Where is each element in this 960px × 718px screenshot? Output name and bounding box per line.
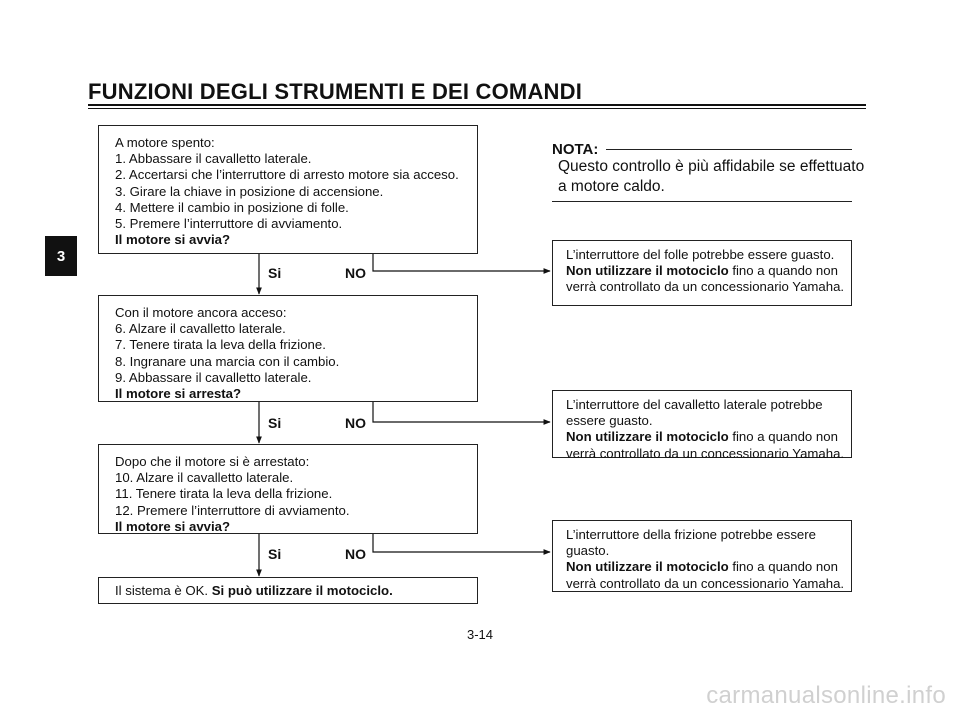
fault-box-3 [552, 520, 852, 592]
step-line: 10. Alzare il cavalletto laterale. [115, 470, 294, 486]
step-box-3 [98, 444, 478, 534]
step-question: Il motore si avvia? [115, 518, 231, 534]
step-line: 3. Girare la chiave in posizione di accensione. [115, 183, 384, 199]
yes-label: Si [268, 546, 282, 562]
step-line: A motore spento: [115, 135, 215, 150]
step-line: 5. Premere l’interruttore di avviamento. [115, 216, 343, 232]
watermark: carmanualsonline.info [706, 682, 946, 709]
nota-text [558, 157, 864, 197]
no-label: NO [345, 415, 366, 431]
no-label: NO [345, 265, 366, 281]
fault-line: fino a quando non [728, 559, 838, 575]
step-line: 12. Premere l’interruttore di avviamento. [115, 502, 350, 518]
fault-warning: Non utilizzare il motociclo [566, 429, 729, 445]
fault-line: verrà controllato da un concessionario Yamaha. [566, 279, 845, 295]
step-line: Dopo che il motore si è arrestato: [115, 454, 310, 469]
step-line: 11. Tenere tirata la leva della frizione. [115, 486, 333, 502]
nota-bottom-rule [552, 201, 852, 202]
fault-line: essere guasto. [566, 413, 653, 429]
final-text: Il sistema è OK. [115, 583, 212, 598]
fault-line: verrà controllato da un concessionario Yamaha. [566, 575, 845, 591]
step-question: Il motore si arresta? [115, 386, 242, 402]
fault-line: L’interruttore della frizione potrebbe essere [566, 527, 816, 542]
step-line: 6. Alzare il cavalletto laterale. [115, 321, 286, 337]
nota-rule [606, 149, 852, 150]
fault-line: L’interruttore del cavalletto laterale potrebbe [566, 397, 823, 412]
step-box-1 [98, 125, 478, 254]
step-line: 9. Abbassare il cavalletto laterale. [115, 369, 312, 385]
fault-line: verrà controllato da un concessionario Yamaha. [566, 445, 845, 461]
chapter-tab: 3 [45, 236, 77, 276]
fault-box-1 [552, 240, 852, 306]
fault-warning: Non utilizzare il motociclo [566, 559, 729, 575]
step-line: 4. Mettere il cambio in posizione di folle. [115, 199, 349, 215]
nota-line: a motore caldo. [558, 178, 665, 195]
no-label: NO [345, 546, 366, 562]
page-number: 3-14 [466, 627, 494, 642]
step-line: 7. Tenere tirata la leva della frizione. [115, 337, 326, 353]
page-title: FUNZIONI DEGLI STRUMENTI E DEI COMANDI [88, 79, 583, 104]
fault-box-2 [552, 390, 852, 461]
step-line: Con il motore ancora acceso: [115, 305, 287, 320]
yes-label: Si [268, 265, 282, 281]
no-arrow-2 [373, 402, 550, 422]
nota-line: Questo controllo è più affidabile se effettuato [558, 158, 865, 175]
final-bold-text: Si può utilizzare il motociclo. [211, 583, 393, 598]
final-box [98, 577, 478, 604]
step-line: 8. Ingranare una marcia con il cambio. [115, 353, 340, 369]
step-line: 1. Abbassare il cavalletto laterale. [115, 151, 312, 167]
fault-line: fino a quando non [728, 263, 838, 279]
fault-line: L’interruttore del folle potrebbe essere guasto. [566, 247, 835, 262]
step-box-2 [98, 295, 478, 402]
fault-line: guasto. [566, 543, 610, 559]
nota-label: NOTA: [552, 141, 599, 158]
yes-label: Si [268, 415, 282, 431]
step-question: Il motore si avvia? [115, 232, 231, 248]
no-arrow-3 [373, 534, 550, 552]
fault-warning: Non utilizzare il motociclo [566, 263, 729, 279]
step-line: 2. Accertarsi che l’interruttore di arresto motore sia acceso. [115, 167, 459, 183]
fault-line: fino a quando non [728, 429, 838, 445]
no-arrow-1 [373, 254, 550, 271]
